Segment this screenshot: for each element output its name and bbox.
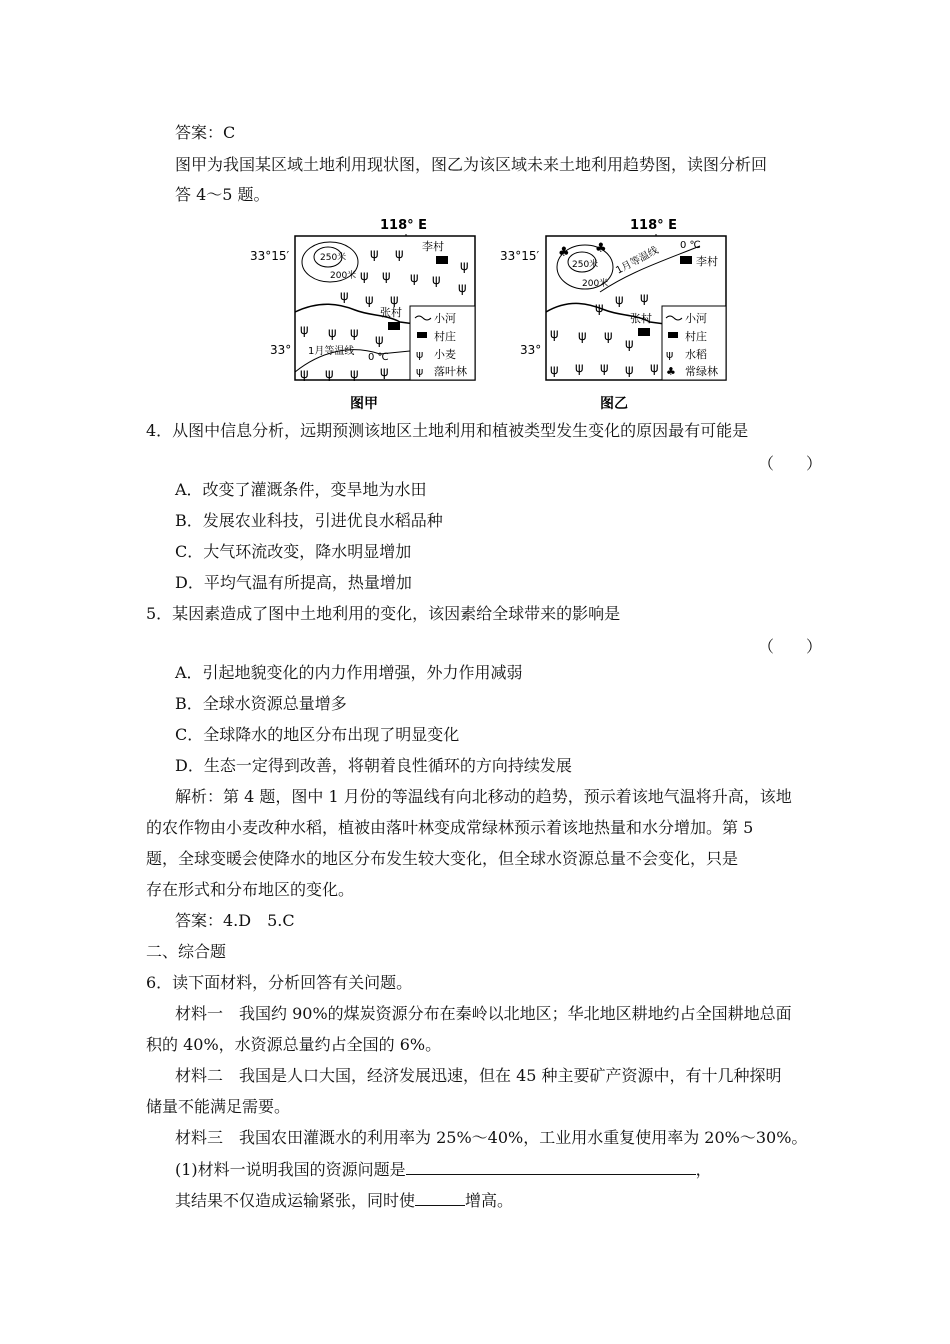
village-zhang-label: 张村 <box>380 306 402 319</box>
sub-question-1a <box>175 1158 712 1180</box>
svg-text:ψ: ψ <box>575 361 584 376</box>
village-li-b <box>680 256 692 264</box>
contour-200-label: 200米 <box>330 271 357 281</box>
legend-wheat: 小麦 <box>434 348 456 361</box>
village-zhang <box>388 322 400 330</box>
legend-village-symbol-b <box>668 332 678 338</box>
svg-text:ψ: ψ <box>370 247 379 262</box>
legend-rice: 水稻 <box>685 348 707 361</box>
svg-text:ψ: ψ <box>595 301 604 316</box>
section-heading: 二、综合题 <box>146 942 227 961</box>
svg-text:ψ: ψ <box>640 291 649 306</box>
svg-text:ψ: ψ <box>604 329 613 344</box>
svg-text:ψ: ψ <box>600 361 609 376</box>
legend-deciduous-symbol: ψ <box>416 365 424 378</box>
zero-label: 0 ℃ <box>368 352 389 363</box>
svg-text:ψ: ψ <box>550 363 559 378</box>
answer-blank-1[interactable] <box>406 1158 696 1175</box>
material-1-line-1: 材料一 我国约 90%的煤炭资源分布在秦岭以北地区；华北地区耕地约占全国耕地总面 <box>175 1004 792 1023</box>
lat-bottom-label-b: 33° <box>520 343 542 357</box>
analysis-line-4: 存在形式和分布地区的变化。 <box>146 880 355 899</box>
svg-text:♣: ♣ <box>595 241 607 256</box>
sub-question-1b-text: 其结果不仅造成运输紧张，同时使 <box>175 1191 416 1210</box>
svg-text:ψ: ψ <box>410 271 419 286</box>
svg-text:ψ: ψ <box>615 293 624 308</box>
material-3: 材料三 我国农田灌溉水的利用率为 25%～40%，工业用水重复使用率为 20%～30%。 <box>175 1128 808 1147</box>
sub-question-1a-text: (1)材料一说明我国的资源问题是 <box>175 1160 406 1179</box>
sub-question-1b-end: 增高。 <box>465 1191 514 1210</box>
svg-text:ψ: ψ <box>365 293 374 308</box>
village-li-label: 李村 <box>422 240 444 253</box>
analysis-line-1: 解析：第 4 题，图中 1 月份的等温线有向北移动的趋势，预示着该地气温将升高，该地 <box>175 787 792 806</box>
lon-label: 118° E <box>380 218 428 233</box>
village-zhang-b <box>638 328 650 336</box>
svg-text:♣: ♣ <box>558 245 570 260</box>
caption-a: 图甲 <box>350 396 378 412</box>
figure-a-map <box>250 212 482 412</box>
isotherm-label: 1月等温线 <box>308 346 355 357</box>
svg-text:ψ: ψ <box>300 367 309 382</box>
q6-stem: 6．读下面材料，分析回答有关问题。 <box>146 973 413 992</box>
legend-village-b: 村庄 <box>685 330 707 343</box>
legend-evergreen: 常绿林 <box>685 365 718 378</box>
svg-text:ψ: ψ <box>390 293 399 308</box>
analysis-line-3: 题，全球变暖会使降水的地区分布发生较大变化，但全球水资源总量不会变化，只是 <box>146 849 739 868</box>
q5-option-a: A．引起地貌变化的内力作用增强，外力作用减弱 <box>175 663 523 682</box>
svg-text:ψ: ψ <box>328 326 337 341</box>
lat-bottom-label: 33° <box>270 343 292 357</box>
legend-river-b: 小河 <box>685 312 707 325</box>
isotherm-label-b: 1月等温线 <box>614 245 661 277</box>
svg-text:ψ: ψ <box>360 269 369 284</box>
material-2-line-2: 储量不能满足需要。 <box>146 1097 291 1116</box>
figure-b-map <box>500 212 732 412</box>
analysis-line-2: 的农作物由小麦改种水稻，植被由落叶林变成常绿林预示着该地热量和水分增加。第 5 <box>146 818 754 837</box>
q4-option-b: B．发展农业科技，引进优良水稻品种 <box>175 511 443 530</box>
svg-text:ψ: ψ <box>350 367 359 382</box>
svg-text:ψ: ψ <box>578 329 587 344</box>
q5-option-c: C．全球降水的地区分布出现了明显变化 <box>175 725 460 744</box>
svg-text:ψ: ψ <box>350 326 359 341</box>
village-zhang-label-b: 张村 <box>630 312 652 325</box>
q5-option-b: B．全球水资源总量增多 <box>175 694 347 713</box>
legend-wheat-symbol: ψ <box>416 348 424 361</box>
legend-village-symbol <box>417 332 427 338</box>
lat-top-label: 33°15′ <box>250 249 290 263</box>
q5-option-d: D．生态一定得到改善，将朝着良性循环的方向持续发展 <box>175 756 572 775</box>
answer-line: 答案：C <box>175 123 236 142</box>
answer-blank-2[interactable] <box>415 1189 465 1206</box>
svg-text:ψ: ψ <box>550 327 559 342</box>
svg-text:ψ: ψ <box>375 333 384 348</box>
q4-option-c: C．大气环流改变，降水明显增加 <box>175 542 412 561</box>
material-1-line-2: 积的 40%，水资源总量约占全国的 6%。 <box>146 1035 442 1054</box>
answer-45: 答案：4.D 5.C <box>175 911 295 930</box>
contour-250-label-b: 250米 <box>572 260 599 270</box>
svg-text:ψ: ψ <box>325 367 334 382</box>
legend-rice-symbol: ψ <box>666 348 674 361</box>
village-li <box>436 256 448 264</box>
svg-text:ψ: ψ <box>382 269 391 284</box>
sub-question-1a-end: ， <box>695 1160 712 1179</box>
caption-b: 图乙 <box>600 396 628 412</box>
svg-text:ψ: ψ <box>380 365 389 380</box>
q4-paren: （ ） <box>758 454 823 473</box>
q4-stem: 4．从图中信息分析，远期预测该地区土地利用和植被类型发生变化的原因最有可能是 <box>146 421 749 440</box>
svg-text:ψ: ψ <box>432 273 441 288</box>
legend-deciduous: 落叶林 <box>434 365 467 378</box>
svg-text:ψ: ψ <box>650 361 659 376</box>
q4-option-a: A．改变了灌溉条件，变旱地为水田 <box>175 480 427 499</box>
contour-200-label-b: 200米 <box>582 279 609 289</box>
svg-text:ψ: ψ <box>458 281 467 296</box>
contour-250-label: 250米 <box>320 253 347 263</box>
svg-text:ψ: ψ <box>300 323 309 338</box>
legend-village: 村庄 <box>434 330 456 343</box>
lon-label-b: 118° E <box>630 218 678 233</box>
svg-text:ψ: ψ <box>625 363 634 378</box>
q4-option-d: D．平均气温有所提高，热量增加 <box>175 573 412 592</box>
zero-label-b: 0 ℃ <box>680 240 701 251</box>
village-li-label-b: 李村 <box>696 255 718 268</box>
svg-text:ψ: ψ <box>395 247 404 262</box>
intro-line-1: 图甲为我国某区域土地利用现状图，图乙为该区域未来土地利用趋势图，读图分析回 <box>175 155 768 174</box>
svg-text:ψ: ψ <box>625 337 634 352</box>
material-2-line-1: 材料二 我国是人口大国，经济发展迅速，但在 45 种主要矿产资源中，有十几种探明 <box>175 1066 782 1085</box>
q5-stem: 5．某因素造成了图中土地利用的变化，该因素给全球带来的影响是 <box>146 604 621 623</box>
lat-top-label-b: 33°15′ <box>500 249 540 263</box>
q5-paren: （ ） <box>758 637 823 656</box>
legend-evergreen-symbol: ♣ <box>666 365 676 378</box>
svg-text:ψ: ψ <box>460 259 469 274</box>
sub-question-1b <box>175 1189 513 1211</box>
intro-line-2: 答 4～5 题。 <box>175 185 270 204</box>
legend-river: 小河 <box>434 312 456 325</box>
svg-text:ψ: ψ <box>340 289 349 304</box>
